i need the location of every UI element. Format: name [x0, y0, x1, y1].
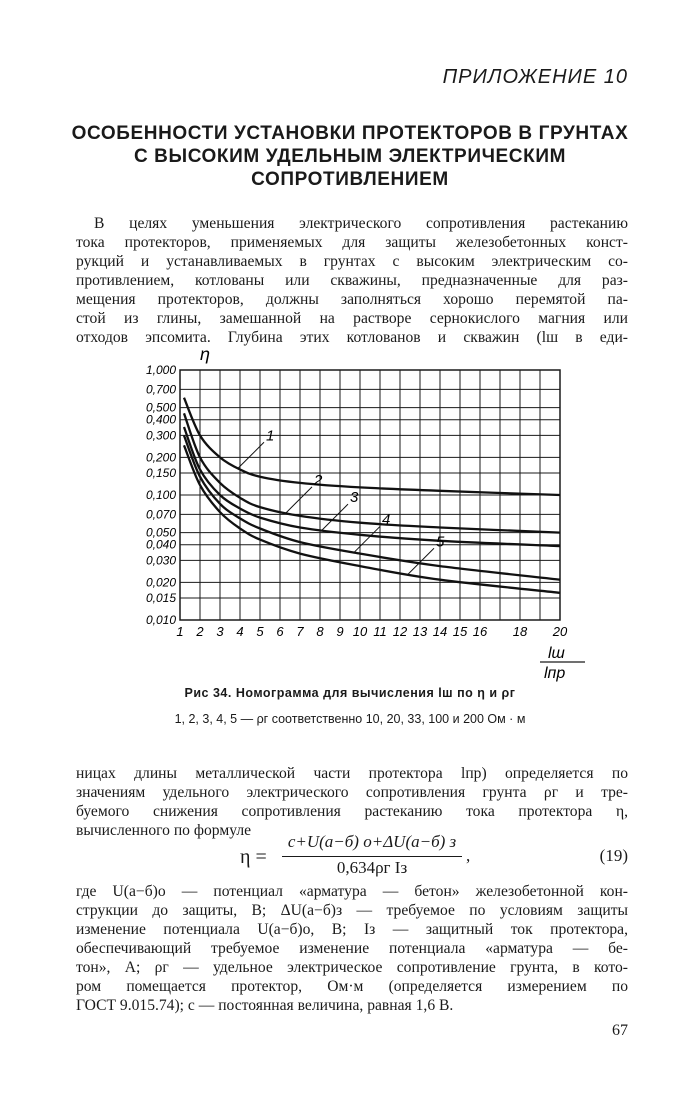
title-line: СОПРОТИВЛЕНИЕМ: [251, 169, 449, 190]
figure-caption: Рис 34. Номограмма для вычисления lш по η и ρг: [184, 686, 516, 700]
formula-19: [200, 832, 650, 880]
y-axis-label: η: [200, 344, 210, 364]
y-tick-label: 0,700: [145, 382, 176, 397]
y-tick-label: 0,300: [145, 428, 176, 443]
formula-comma: ,: [466, 846, 471, 865]
x-tick-label: 9: [336, 624, 344, 639]
y-tick-label: 0,030: [145, 553, 176, 568]
x-axis-label-denominator: lпр: [544, 665, 566, 682]
title-line: С ВЫСОКИМ УДЕЛЬНЫМ ЭЛЕКТРИЧЕСКИМ: [133, 146, 566, 167]
appendix-heading: ПРИЛОЖЕНИЕ 10: [442, 66, 628, 88]
series-leader-line: [322, 504, 348, 530]
text-line: вычисленного по формуле: [76, 822, 252, 839]
y-tick-label: 1,000: [145, 363, 176, 377]
text-line: стой из глины, замешанной на растворе сернокислого магния или: [76, 310, 628, 327]
text-line: обеспечивающий требуемое изменение потенциала «арматура — бе-: [76, 940, 628, 957]
intro-paragraph: [76, 214, 628, 347]
method-paragraph: [76, 764, 628, 840]
y-tick-label: 0,015: [145, 590, 176, 605]
figure-legend: 1, 2, 3, 4, 5 — ρг соответственно 10, 20, 33, 100 и 200 Ом · м: [174, 712, 526, 726]
text-line: ром помещается протектор, Ом·м (определяется измерением по: [76, 978, 628, 995]
x-tick-label: 2: [196, 624, 204, 639]
nomogram-chart: [100, 340, 590, 686]
text-line: В целях уменьшения электрического сопротивления растеканию: [94, 215, 628, 232]
series-label-5: 5: [436, 533, 445, 551]
fraction-bar: [282, 856, 462, 857]
series-label-2: 2: [314, 471, 323, 489]
y-tick-label: 0,020: [145, 575, 176, 590]
title-line: ОСОБЕННОСТИ УСТАНОВКИ ПРОТЕКТОРОВ В ГРУНТАХ: [71, 123, 629, 144]
text-line: изменение потенциала U(а−б)о, В; Iз — защитный ток протектора,: [76, 921, 628, 938]
series-label-1: 1: [266, 427, 275, 445]
x-tick-label: 8: [316, 624, 324, 639]
text-line: струкции до защиты, В; ΔU(а−б)з — требуемое по условиям защиты: [76, 902, 628, 919]
formula-numerator: c+U(а−б) о+ΔU(а−б) з: [287, 832, 457, 851]
x-tick-label: 7: [296, 624, 304, 639]
y-tick-label: 0,100: [145, 488, 176, 502]
y-tick-labels: [146, 363, 176, 627]
definitions-paragraph: [76, 882, 628, 1015]
page-number: 67: [612, 1022, 628, 1039]
formula-denominator: 0,634ρг Iз: [336, 858, 408, 877]
x-tick-label: 11: [373, 624, 387, 639]
y-tick-label: 0,150: [145, 465, 176, 480]
y-tick-label: 0,400: [145, 412, 176, 427]
y-tick-label: 0,010: [145, 613, 176, 627]
page-title: [60, 122, 640, 191]
formula-lhs: η =: [240, 846, 267, 868]
formula-number: (19): [599, 846, 628, 865]
series-leader-line: [286, 487, 312, 513]
x-tick-label: 12: [392, 624, 408, 639]
text-line: значениям удельного электрического сопротивления грунта ρг и тре-: [76, 784, 628, 801]
x-tick-label: 15: [452, 624, 468, 639]
x-tick-label: 6: [276, 624, 284, 639]
x-tick-label: 10: [352, 624, 368, 639]
text-line: ницах длины металлической части протектора lпр) определяется по: [76, 765, 628, 782]
x-tick-label: 4: [236, 624, 244, 639]
x-tick-label: 16: [472, 624, 488, 639]
y-tick-label: 0,050: [145, 525, 176, 540]
text-line: отходов эпсомита. Глубина этих котлованов и скважин (lш в еди-: [76, 329, 628, 346]
series-label-4: 4: [382, 511, 391, 529]
series-labels: [238, 427, 445, 574]
x-tick-labels: [176, 624, 568, 639]
text-line: мещения протекторов, должны заполняться хорошо перемятой па-: [76, 291, 628, 308]
x-tick-label: 14: [432, 624, 448, 639]
y-tick-label: 0,200: [145, 450, 176, 465]
text-line: тока протекторов, применяемых для защиты железобетонных конст-: [76, 234, 628, 251]
x-axis-label: [540, 645, 585, 682]
text-line: буемого снижения сопротивления растеканию тока протектора η,: [76, 803, 628, 820]
y-tick-label: 0,070: [145, 507, 176, 522]
x-tick-label: 18: [512, 624, 528, 639]
x-tick-label: 5: [256, 624, 264, 639]
text-line: ГОСТ 9.015.74); c — постоянная величина, равная 1,6 В.: [76, 997, 454, 1014]
text-line: рукций и устанавливаемых в грунтах с высоким электрическим со-: [76, 253, 628, 270]
x-tick-label: 13: [412, 624, 428, 639]
x-axis-label-numerator: lш: [548, 645, 565, 662]
series-label-3: 3: [350, 489, 359, 507]
text-line: тон», А; ρг — удельное электрическое сопротивление грунта, в кото-: [76, 959, 628, 976]
text-line: где U(а−б)о — потенциал «арматура — бетон» железобетонной кон-: [76, 883, 628, 900]
x-tick-label: 1: [176, 624, 184, 639]
x-tick-label: 20: [552, 624, 568, 639]
y-tick-label: 0,040: [145, 537, 176, 552]
text-line: противлением, котлованы или скважины, предназначенные для раз-: [76, 272, 628, 289]
series-leader-line: [354, 526, 380, 552]
y-tick-label: 0,500: [145, 400, 176, 415]
x-tick-label: 3: [216, 624, 224, 639]
